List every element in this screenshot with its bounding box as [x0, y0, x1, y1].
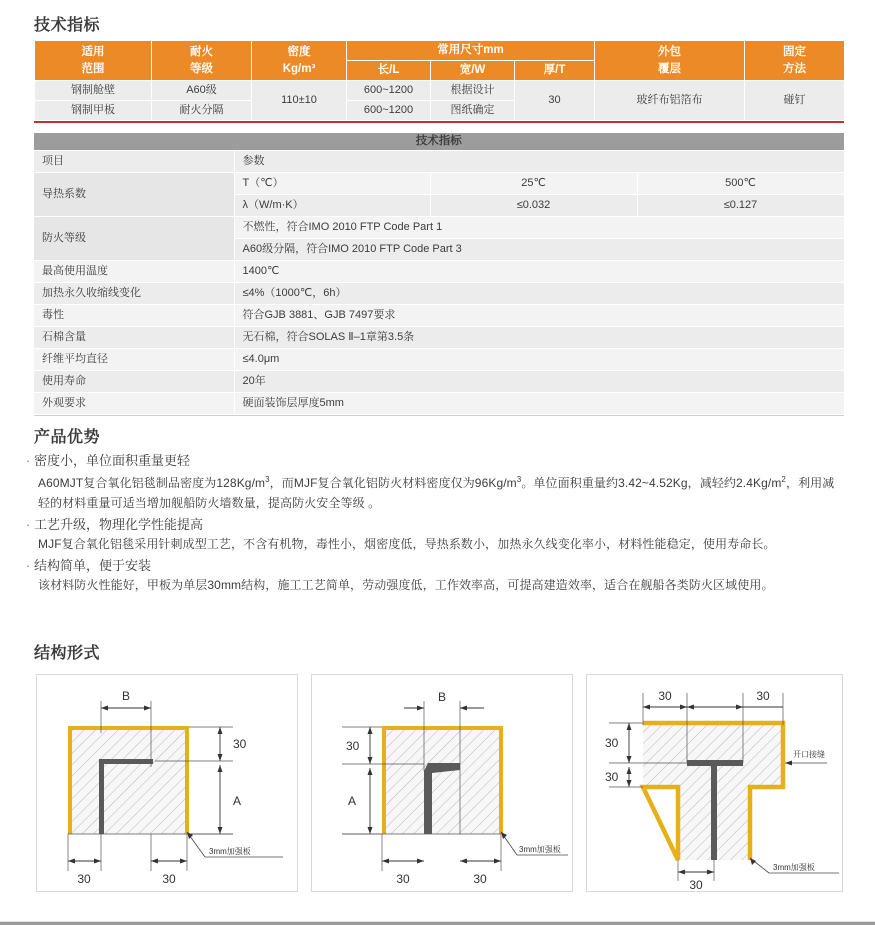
table-row: [34, 283, 844, 305]
th-length: 长/L: [347, 61, 431, 81]
cell-scope-2: 钢制甲板: [35, 101, 152, 121]
th-fire-rating-l2: 等级: [190, 62, 213, 75]
cell-appearance: 硬面装饰层厚度5mm: [234, 393, 844, 415]
row-label-shrinkage: 加热永久收缩线变化: [34, 283, 234, 305]
table-row: [34, 371, 844, 393]
cell-rating-2: 耐火分隔: [152, 101, 252, 121]
page-title-spec: 技术指标: [34, 17, 101, 34]
col-header-param: 参数: [234, 151, 844, 173]
param-table-wrap: [34, 133, 845, 416]
row-label-asbestos: 石棉含量: [34, 327, 234, 349]
row-label-max-temp: 最高使用温度: [34, 261, 234, 283]
page-title-advantages: 产品优势: [34, 429, 101, 446]
th-common-size: 常用尺寸mm: [347, 41, 595, 61]
th-fire-rating: [152, 41, 252, 81]
table-row: [34, 261, 844, 283]
param-table: [34, 133, 845, 415]
row-label-thermal: 导热系数: [34, 173, 234, 217]
cell-shrinkage: ≤4%（1000℃，6h）: [234, 283, 844, 305]
advantage-head-3: [26, 557, 846, 575]
adv1-p3: 。单位面积重量约3.42~4.52Kg，减轻约2.4Kg/m: [521, 476, 782, 490]
th-density-l1: 密度: [287, 45, 311, 58]
cell-fire-rating-line2: A60级分隔，符合IMO 2010 FTP Code Part 3: [234, 239, 844, 261]
diagram-bulkhead-corner-section: [36, 674, 298, 892]
advantage-body-1: [26, 470, 846, 513]
table-row: [34, 305, 844, 327]
dim-label-a: A: [348, 794, 357, 808]
dim-label-side-30-lower: 30: [605, 770, 619, 784]
advantage-body-2: MJF复合氧化铝毯采用针刺成型工艺，不含有机物，毒性小，烟密度低，导热系数小，加热永久线变化率小，材料性能稳定，使用寿命长。: [38, 537, 776, 551]
cell-toxicity: 符合GJB 3881、GJB 7497要求: [234, 305, 844, 327]
adv1-p1: A60MJT复合氧化铝毯制品密度为128Kg/m: [38, 476, 266, 490]
list-item: [26, 516, 846, 554]
th-fixing-method: [745, 41, 845, 81]
param-table-bottom-rule: [34, 415, 844, 416]
param-band-row: [34, 133, 844, 151]
cell-thermal-t-500: 500℃: [637, 173, 844, 195]
advantage-head-text-1: 密度小，单位面积重量更轻: [34, 453, 191, 468]
table-row: [34, 349, 844, 371]
th-fixing-l2: 方法: [783, 62, 806, 75]
dim-label-side-30-upper: 30: [605, 736, 619, 750]
table-row: [35, 81, 845, 101]
cell-thermal-lambda: λ（W/m·K）: [234, 195, 430, 217]
cell-length-2: 600~1200: [347, 101, 431, 121]
adv1-s1: 3: [265, 475, 270, 484]
adv1-s2: 3: [516, 475, 522, 484]
dim-label-top-30: 30: [233, 737, 247, 751]
diagram-bulkhead-stiffener-section: [311, 674, 573, 892]
diagram-2-svg: [312, 675, 573, 892]
row-label-fire-rating: 防火等级: [34, 217, 234, 261]
note-3mm-plate: 3mm加强板: [773, 863, 815, 872]
th-applicable-scope: [35, 41, 152, 81]
cell-lifetime: 20年: [234, 371, 844, 393]
advantage-body-3: 该材料防火性能好，甲板为单层30mm结构，施工工艺简单，劳动强度低，工作效率高，可提高建造效率，适合在舰船各类防火区域使用。: [38, 578, 774, 592]
advantage-head-text-3: 结构简单，便于安装: [34, 558, 152, 573]
cell-fiber-diameter: ≤4.0μm: [234, 349, 844, 371]
th-cladding-l1: 外包: [658, 45, 681, 58]
cell-thickness: 30: [515, 81, 595, 121]
table-row: [34, 327, 844, 349]
table-row: [34, 151, 844, 173]
spec-table-header-row-1: [35, 41, 845, 61]
th-density-l2: Kg/m³: [282, 62, 316, 75]
bullet-icon: ·: [26, 453, 31, 468]
th-thickness: 厚/T: [515, 61, 595, 81]
structure-diagrams: [36, 674, 843, 892]
dim-label-top-30: 30: [346, 739, 360, 753]
cell-thermal-lambda-25: ≤0.032: [430, 195, 637, 217]
cell-scope-1: 钢制舱壁: [35, 81, 152, 101]
spec-table: [34, 40, 845, 121]
table-divider-red: [34, 121, 844, 123]
cell-thermal-lambda-500: ≤0.127: [637, 195, 844, 217]
th-applicable-scope-l1: 适用: [81, 45, 105, 58]
th-cladding: [595, 41, 745, 81]
dim-label-a: A: [233, 794, 242, 808]
cell-length-1: 600~1200: [347, 81, 431, 101]
th-density: [252, 41, 347, 81]
diagram-1-svg: [37, 675, 298, 892]
dim-label-left-30: 30: [77, 872, 91, 886]
cell-density: 110±10: [252, 81, 347, 121]
dim-label-bottom-30: 30: [689, 878, 703, 892]
dim-label-b: B: [437, 690, 447, 704]
cell-thermal-t-25: 25℃: [430, 173, 637, 195]
th-cladding-l2: 覆层: [658, 62, 681, 75]
advantages-list: [26, 452, 846, 595]
adv1-s3: 2: [781, 475, 786, 484]
row-label-fiber-diameter: 纤维平均直径: [34, 349, 234, 371]
note-3mm-plate: 3mm加强板: [209, 847, 251, 856]
th-fire-rating-l1: 耐火: [190, 45, 213, 58]
table-row: [34, 173, 844, 195]
cell-fire-rating-line1: 不燃性，符合IMO 2010 FTP Code Part 1: [234, 217, 844, 239]
dim-label-left-30: 30: [396, 872, 410, 886]
dim-label-right-30: 30: [162, 872, 176, 886]
col-header-item: 项目: [34, 151, 234, 173]
note-3mm-plate: 3mm加强板: [519, 845, 561, 854]
cell-thermal-t: T（℃）: [234, 173, 430, 195]
param-band-title: 技术指标: [34, 133, 844, 151]
bullet-icon: ·: [26, 517, 31, 532]
cell-rating-1: A60级: [152, 81, 252, 101]
dim-label-right-30: 30: [473, 872, 487, 886]
cell-cladding: 玻纤布铝箔布: [595, 81, 745, 121]
diagram-3-svg: [587, 675, 843, 892]
row-label-lifetime: 使用寿命: [34, 371, 234, 393]
diagram-deck-tee-section: [586, 674, 843, 892]
dim-label-top-left-30: 30: [658, 689, 672, 703]
cell-fixing: 碰钉: [745, 81, 845, 121]
th-width: 宽/W: [431, 61, 515, 81]
spec-table-wrap: [34, 40, 845, 123]
cell-max-temp: 1400℃: [234, 261, 844, 283]
th-fixing-l1: 固定: [783, 45, 806, 58]
adv1-p4: ，利用减轻的材料重量可适当增加舰船防火墙数量，提高防火安全等级 。: [38, 476, 835, 510]
list-item: [26, 452, 846, 513]
dim-label-b: B: [121, 689, 131, 703]
dim-label-top-right-30: 30: [756, 689, 770, 703]
advantage-head-text-2: 工艺升级，物理化学性能提高: [34, 517, 204, 532]
page-footer-rule: [0, 921, 875, 925]
advantage-head-1: [26, 452, 846, 470]
row-label-appearance: 外观要求: [34, 393, 234, 415]
adv1-p2: ，而MJF复合氧化铝防火材料密度仅为96Kg/m: [269, 476, 517, 490]
list-item: [26, 557, 846, 595]
row-label-toxicity: 毒性: [34, 305, 234, 327]
th-applicable-scope-l2: 范围: [81, 62, 105, 75]
page-title-structure: 结构形式: [34, 645, 101, 662]
cell-asbestos: 无石棉，符合SOLAS Ⅱ–1章第3.5条: [234, 327, 844, 349]
table-row: [34, 217, 844, 239]
table-row: [34, 393, 844, 415]
note-open-seam: 开口接缝: [793, 750, 825, 759]
advantage-head-2: [26, 516, 846, 534]
cell-width-1: 根据设计: [431, 81, 515, 101]
cell-width-2: 图纸确定: [431, 101, 515, 121]
bullet-icon: ·: [26, 558, 31, 573]
